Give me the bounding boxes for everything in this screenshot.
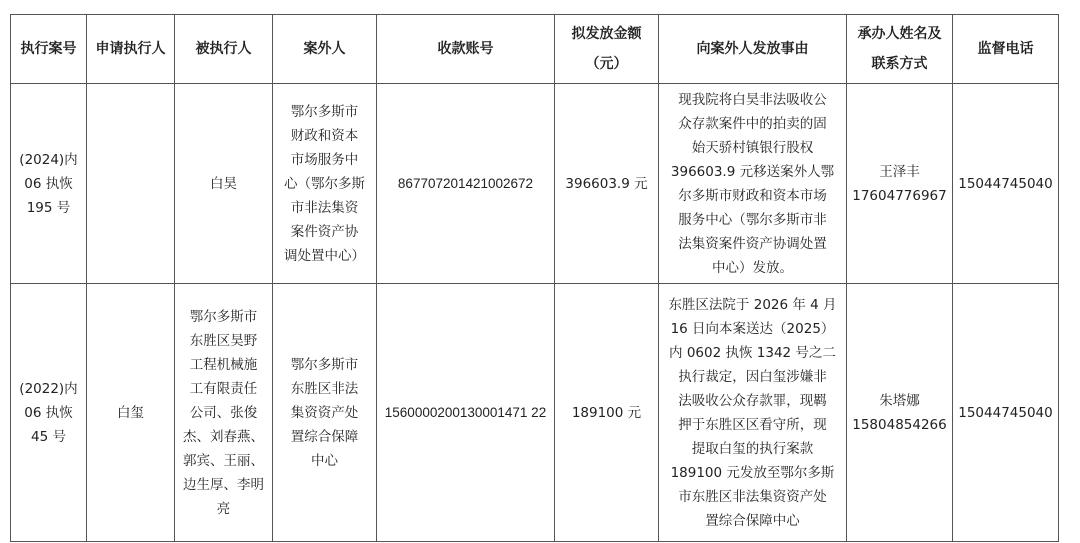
- disbursement-table: [10, 14, 1059, 542]
- respondent-cell: 鄂尔多斯市 东胜区昊野 工程机械施 工有限责任 公司、张俊 杰、刘春燕、 郭宾、王丽、 边生厚、李明 亮: [175, 284, 273, 542]
- account-cell: 1560000200130001471 22: [377, 284, 555, 542]
- header-outsider: 案外人: [273, 15, 377, 84]
- handler-cell: [847, 284, 953, 542]
- supervision-phone-cell: 15044745040: [953, 284, 1059, 542]
- account-cell: 867707201421002672: [377, 84, 555, 284]
- header-handler: 承办人姓名及 联系方式: [847, 15, 953, 84]
- header-amount: 拟发放金额 （元）: [555, 15, 659, 84]
- case-no-cell: (2022)内 06 执恢 45 号: [11, 284, 87, 542]
- handler-name: 朱塔娜: [879, 392, 920, 409]
- handler-phone: 15804854266: [852, 416, 947, 433]
- applicant-cell: 白玺: [87, 284, 175, 542]
- outsider-cell: 鄂尔多斯市 东胜区非法 集资资产处 置综合保障 中心: [273, 284, 377, 542]
- header-applicant: 申请执行人: [87, 15, 175, 84]
- applicant-cell: [87, 84, 175, 284]
- header-phone: 监督电话: [953, 15, 1059, 84]
- handler-cell: [847, 84, 953, 284]
- header-case-no: 执行案号: [11, 15, 87, 84]
- supervision-phone-cell: 15044745040: [953, 84, 1059, 284]
- header-account: 收款账号: [377, 15, 555, 84]
- header-reason: 向案外人发放事由: [659, 15, 847, 84]
- respondent-cell: 白昊: [175, 84, 273, 284]
- reason-cell: 现我院将白昊非法吸收公 众存款案件中的拍卖的固 始天骄村镇银行股权 396603.9 元移送案外人鄂 尔多斯市财政和资本市场 服务中心（鄂尔多斯市非 法集资案件资产协调处置 中心）发放。: [659, 84, 847, 284]
- handler-phone: 17604776967: [852, 187, 947, 204]
- table-row: [11, 284, 1059, 542]
- case-no-cell: (2024)内 06 执恢 195 号: [11, 84, 87, 284]
- outsider-cell: 鄂尔多斯市 财政和资本 市场服务中 心（鄂尔多斯 市非法集资 案件资产协 调处置中心）: [273, 84, 377, 284]
- reason-cell: 东胜区法院于 2026 年 4 月 16 日向本案送达（2025） 内 0602 执恢 1342 号之二 执行裁定，因白玺涉嫌非 法吸收公众存款罪，现羁 押于东胜区区看守所，现 提取白玺的执行案款 189100 元发放至鄂尔多斯 市东胜区非法集资资产处 置综合保障中心: [659, 284, 847, 542]
- amount-cell: 396603.9 元: [555, 84, 659, 284]
- amount-cell: 189100 元: [555, 284, 659, 542]
- table-row: [11, 84, 1059, 284]
- header-row: [11, 15, 1059, 84]
- handler-name: 王泽丰: [879, 163, 920, 180]
- header-respondent: 被执行人: [175, 15, 273, 84]
